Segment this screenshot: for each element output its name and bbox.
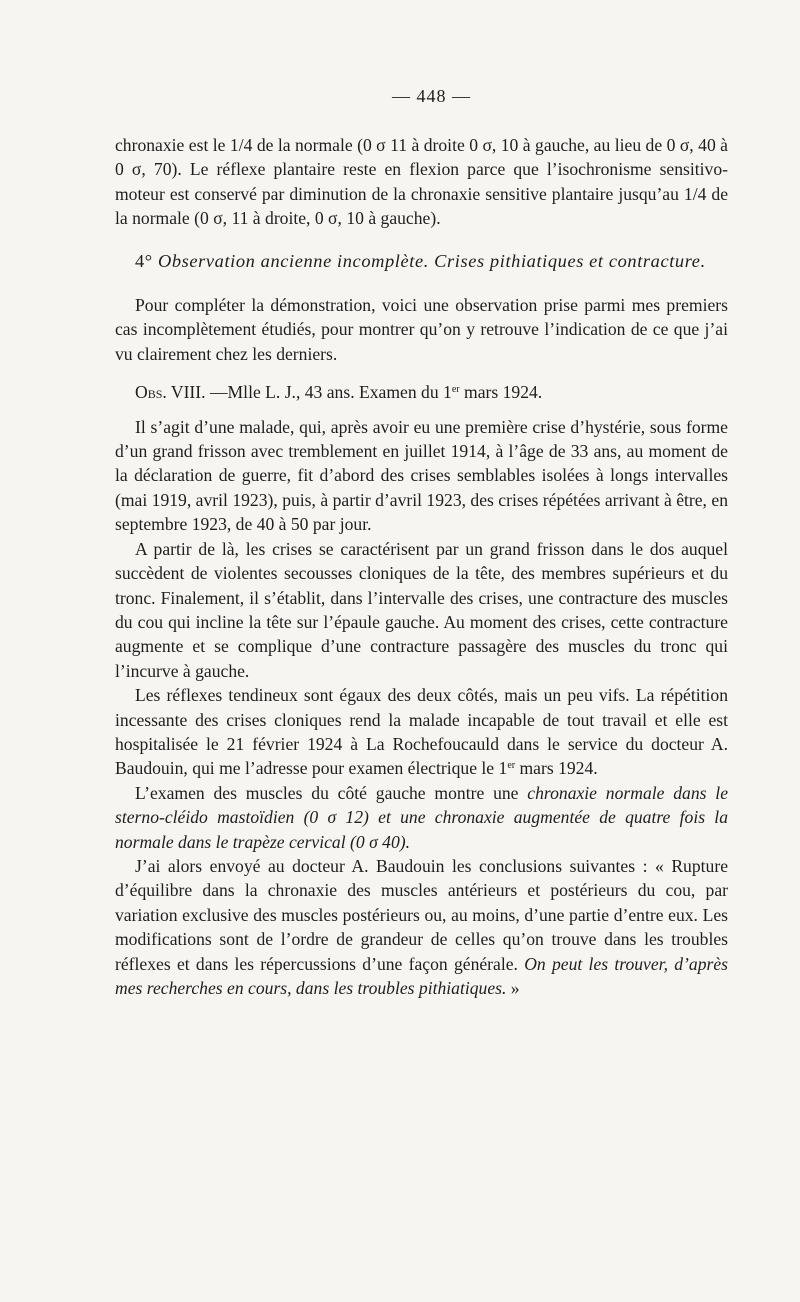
closing-quote: »: [506, 978, 520, 998]
paragraph-history: [115, 415, 728, 537]
section-heading: [115, 249, 728, 273]
paragraph-text: Il s’agit d’une malade, qui, après avoir eu une première crise d’hystérie, sous forme d’un grand frisson avec tremblement en juillet 1914, à l’âge de 33 ans, au moment de la déclaration de guerre, fit d’abord des crises semblables isolées à longs intervalles (mai 1919, avril 1923), puis, à partir d’avril 1923, des crises répétées arrivant à être, en septembre 1923, de 40 à 50 par jour.: [115, 416, 728, 535]
paragraph-reflexes: [115, 683, 728, 781]
page-number: — 448 —: [392, 86, 471, 106]
superscript: er: [507, 760, 516, 772]
observation-text: —Mlle L. J., 43 ans. Examen du 1: [205, 382, 452, 403]
paragraph-text: Les réflexes tendineux sont égaux des deux côtés, mais un peu vifs. La répétition incessante des crises cloniques rend la malade incapable de tout travail et elle est hospitalisée le 21 février 1924 à La Rochefoucauld dans le service du docteur A. Baudouin, qui me l’adresse pour examen électrique le 1: [115, 685, 728, 779]
paragraph-italic: On peut les trouver, d’après mes recherches en cours, dans les troubles pithiatiques.: [115, 953, 728, 998]
section-number: 4°: [135, 250, 153, 271]
paragraph-examen: [115, 781, 728, 854]
paragraph-text: Pour compléter la démonstration, voici une observation prise parmi mes premiers cas incomplètement étudiés, pour montrer qu’on y retrouve l’indication de ce que j’ai vu clairement chez les derniers.: [115, 295, 728, 364]
section-title: Observation ancienne incomplète. Crises pithiatiques et contracture.: [157, 250, 706, 271]
paragraph-italic: chronaxie normale dans le sterno-cléido mastoïdien (0 σ 12) et une chronaxie augmentée de quatre fois la normale dans le trapèze cervical (0 σ 40).: [115, 782, 729, 852]
paragraph-conclusions: [115, 854, 728, 1000]
observation-label: Obs. VIII.: [135, 382, 206, 403]
paragraph-chronaxie-continued: [115, 133, 728, 231]
paragraph-text: L’examen des muscles du côté gauche montre une: [135, 782, 528, 803]
paragraph-text-end: mars 1924.: [515, 758, 598, 779]
paragraph-intro: [115, 293, 728, 366]
paragraph-text: A partir de là, les crises se caractérisent par un grand frisson dans le dos auquel succèdent de violentes secousses cloniques de la tête, des membres supérieurs et du tronc. Finalement, il s’établit, dans l’intervalle des crises, une contracture des muscles du cou qui incline la tête sur l’épaule gauche. Au moment des crises, cette contracture augmente et se complique d’une contracture passagère des muscles du tronc qui l’incurve à gauche.: [115, 538, 728, 681]
paragraph-text: chronaxie est le 1/4 de la normale (0 σ 11 à droite 0 σ, 10 à gauche, au lieu de 0 σ, 40 à 0 σ, 70). Le réflexe plantaire reste en flexion parce que l’isochronisme sensitivo-moteur est conservé par diminution de la chronaxie sensitive plantaire jusqu’au 1/4 de la normale (0 σ, 11 à droite, 0 σ, 10 à gauche).: [115, 135, 728, 229]
paragraph-crises: [115, 537, 728, 683]
superscript: er: [451, 384, 460, 396]
observation-text-end: mars 1924.: [459, 382, 543, 403]
observation-line: [115, 380, 728, 404]
paragraph-text: J’ai alors envoyé au docteur A. Baudouin les conclusions suivantes : « Rupture d’équilibre dans la chronaxie des muscles antérieurs et postérieurs du cou, par variation exclusive des muscles postérieurs ou, au moins, d’une partie d’entre eux. Les modifications sont de l’ordre de grandeur de celles qu’on trouve dans les troubles réflexes et dans les répercussions d’une façon générale.: [115, 855, 728, 974]
